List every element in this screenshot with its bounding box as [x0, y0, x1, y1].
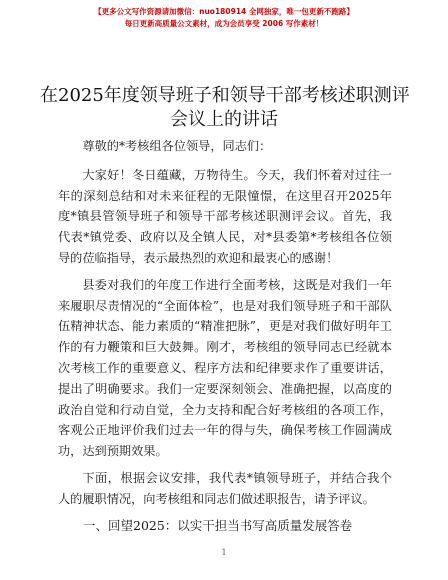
- page-number: 1: [221, 548, 227, 557]
- title-line-1: 在2025年度领导班子和领导干部考核述职测评: [40, 85, 410, 106]
- promo-header: [0, 6, 448, 30]
- paragraph-assessment: 县委对我们的年度工作进行全面考核，这既是对我们一年来履职尽责情况的“全面体检”，也是对我们领导班子和干部队伍精神状态、能力素质的“精准把脉”，更是对我们做好明年工作的有力鞭策和巨大鼓舞。刚才，考核组的领导同志已经就本次考核工作的重要意义、程序方法和纪律要求作了重要讲话，提出了明确要求。我们一定要深刻领会、准确把握，以高度的政治自觉和行动自觉，全力支持和配合好考核组的各项工作，客观公正地评价我们过去一年的得与失，确保考核工作圆满成功，达到预期效果。: [58, 277, 392, 459]
- title-line-2: 会议上的讲话: [170, 109, 278, 130]
- document-title: [40, 84, 408, 132]
- document-body: [58, 136, 392, 536]
- promo-header-line-2: 每日更新高质量公文素材，成为会员享受 2006 写作素材！: [124, 19, 324, 28]
- paragraph-opening: 大家好！冬日蕴藏，万物待生。今天，我们怀着对过往一年的深刻总结和对未来征程的无限憧憬，在这里召开2025年度*镇县管领导班子和领导干部考核述职测评会议。首先，我代表*镇党委、政府以及全镇人民，对*县委第*考核组各位领导的莅临指导，表示最热烈的欢迎和最衷心的感谢！: [58, 167, 392, 265]
- promo-header-line-1: 【更多公文写作资源请加微信：nuo180914 全网独家，唯一包更新不跑路】: [94, 7, 354, 16]
- salutation: 尊敬的*考核组各位领导，同志们：: [82, 139, 272, 153]
- section-heading: 一、回望2025：以实干担当书写高质量发展答卷: [83, 517, 353, 533]
- paragraph-arrangement: 下面，根据会议安排，我代表*镇领导班子，并结合我个人的履职情况，向考核组和同志们做述职报告，请予评议。: [58, 470, 392, 506]
